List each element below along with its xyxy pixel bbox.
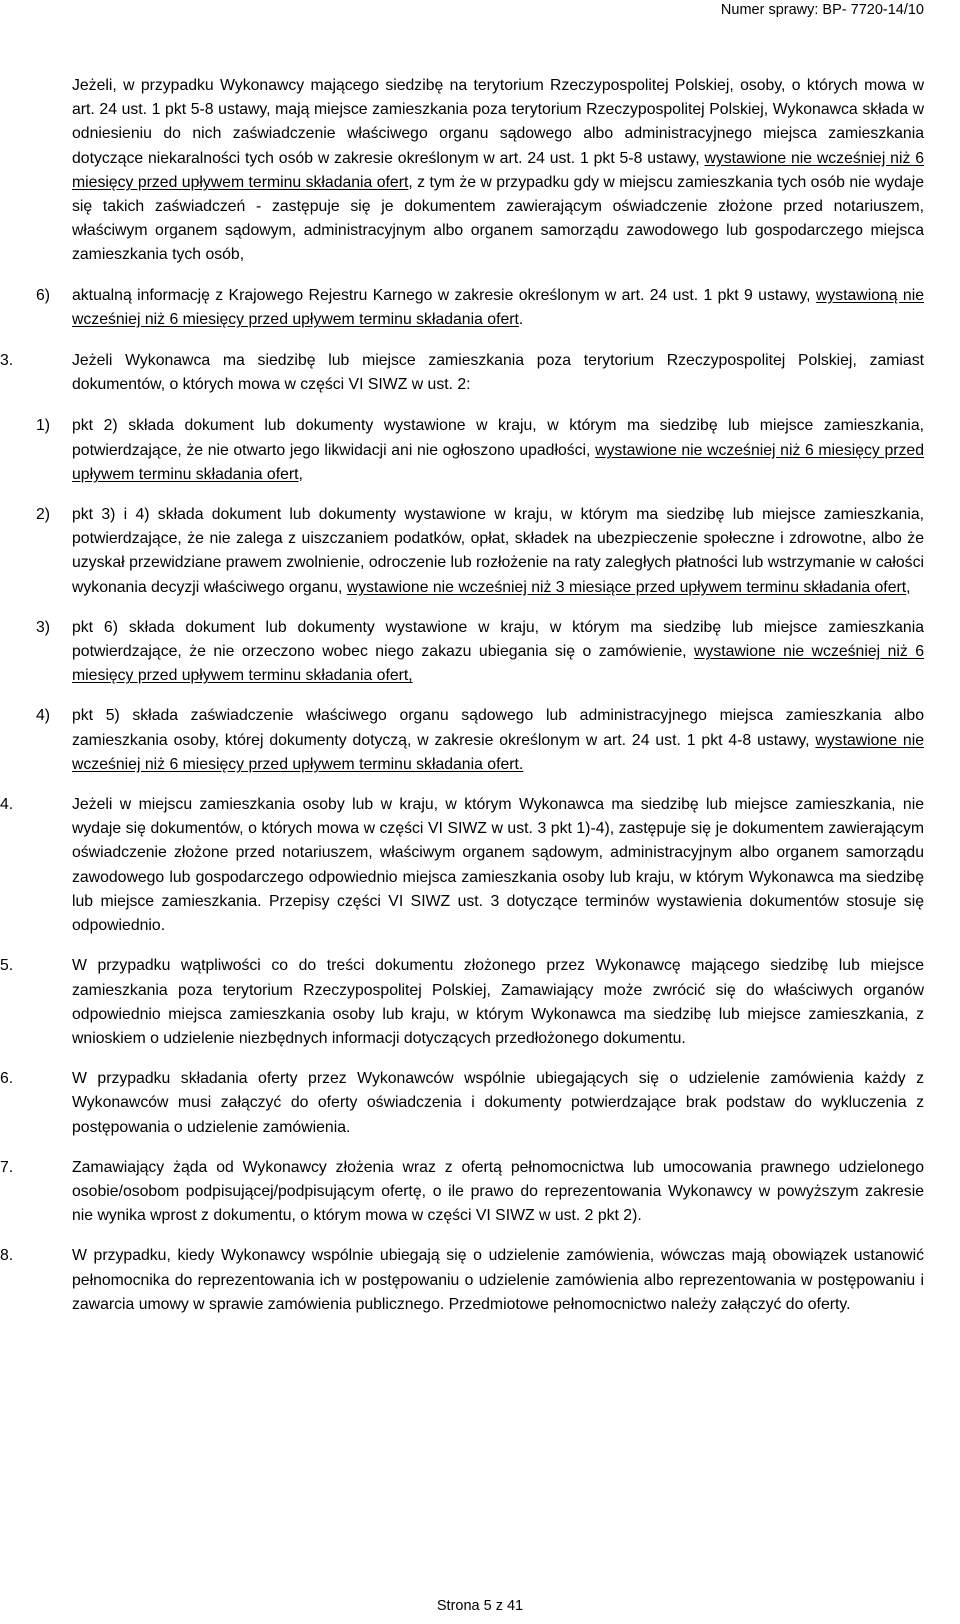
section-5-text: W przypadku wątpliwości co do treści dokumentu złożonego przez Wykonawcę mającego siedzibę lub miejsce zamieszkania poza terytorium Rzeczypospolitej Polskiej, Zamawiający może zwrócić się do właściwych organów odpowiednio miejsca zamieszkania osoby lub kraju, w którym Wykonawca ma siedzibę lub miejsce zamieszkania, z wnioskiem o udzielenie niezbędnych informacji dotyczących przedłożonego dokumentu. xyxy=(72,957,924,1047)
section-3 xyxy=(0,349,924,397)
section-3-item-1-number: 1) xyxy=(36,417,51,435)
item-6-underlined: wystawioną nie wcześniej niż 6 miesięcy przed upływem terminu składania ofert xyxy=(72,286,925,328)
section-3-text: Jeżeli Wykonawca ma siedzibę lub miejsce zamieszkania poza terytorium Rzeczypospolitej Polskiej, zamiast dokumentów, o których mowa w części VI SIWZ w ust. 2: xyxy=(72,352,924,394)
case-number-header: Numer sprawy: BP- 7720-14/10 xyxy=(720,2,924,18)
document-body xyxy=(0,74,925,1317)
section-6 xyxy=(0,1067,924,1140)
section-3-item-3-number: 3) xyxy=(36,618,51,636)
section-6-number: 6. xyxy=(0,1070,14,1088)
page-number-footer: Strona 5 z 41 xyxy=(436,1598,524,1614)
section-5-number: 5. xyxy=(0,957,14,975)
section-8-text: W przypadku, kiedy Wykonawcy wspólnie ubiegają się o udzielenie zamówienia, wówczas mają obowiązek ustanowić pełnomocnika do reprezentowania ich w postępowaniu o udzielenie zamówienia albo reprezentowania w postępowaniu i zawarcia umowy w sprawie zamówienia publicznego. Przedmiotowe pełnomocnictwo należy załączyć do oferty. xyxy=(72,1247,924,1313)
section-3-item-4-underlined: wystawione nie wcześniej niż 6 miesięcy przed upływem terminu składania ofert. xyxy=(72,731,924,773)
section-3-item-2-underlined: wystawione nie wcześniej niż 3 miesiące przed upływem terminu składania ofert xyxy=(346,578,907,596)
section-4 xyxy=(0,793,924,938)
item-6-text-end: . xyxy=(518,310,524,328)
section-7 xyxy=(0,1156,924,1229)
section-8-number: 8. xyxy=(0,1247,14,1265)
item-6 xyxy=(36,284,924,332)
section-3-item-3 xyxy=(36,616,924,689)
section-3-item-3-underlined: wystawione nie wcześniej niż 6 miesięcy przed upływem terminu składania ofert, xyxy=(72,643,925,685)
intro-paragraph xyxy=(72,74,924,268)
section-3-item-1-text-end: , xyxy=(298,465,303,483)
section-8 xyxy=(0,1244,924,1317)
section-4-number: 4. xyxy=(0,796,14,814)
section-3-item-4-number: 4) xyxy=(36,707,51,725)
section-3-number: 3. xyxy=(0,352,14,370)
section-3-item-1 xyxy=(36,414,924,487)
intro-underlined: wystawione nie wcześniej niż 6 miesięcy przed upływem terminu składania ofert xyxy=(72,149,924,191)
section-3-item-2-text: pkt 3) i 4) składa dokument lub dokumenty wystawione w kraju, w którym ma siedzibę lub miejsce zamieszkania, potwierdzające, że nie zalega z uiszczaniem podatków, opłat, składek na ubezpieczenie społeczne i zdrowotne, albo że uzyskał przewidziane prawem zwolnienie, odroczenie lub rozłożenie na raty zaległych płatności lub wstrzymanie w całości wykonania decyzji właściwego organu, xyxy=(72,506,924,596)
item-6-text: aktualną informację z Krajowego Rejestru Karnego w zakresie określonym w art. 24 ust. 1 pkt 9 ustawy, xyxy=(72,286,816,304)
section-3-item-4-text: pkt 5) składa zaświadczenie właściwego organu sądowego lub administracyjnego miejsca zamieszkania albo zamieszkania osoby, której dokumenty dotyczą, w zakresie określonym w art. 24 ust. 1 pkt 4-8 ustawy, xyxy=(72,707,924,749)
section-3-item-2-text-end: , xyxy=(906,578,911,596)
section-5 xyxy=(0,954,924,1051)
section-3-item-3-text: pkt 6) składa dokument lub dokumenty wystawione w kraju, w którym ma siedzibę lub miejsce zamieszkania potwierdzające, że nie orzeczono wobec niego zakazu ubiegania się o zamówienie, xyxy=(72,618,924,661)
section-3-item-4 xyxy=(36,704,924,777)
intro-text-end: , z tym że w przypadku gdy w miejscu zamieszkania tych osób nie wydaje się takich zaświadczeń - zastępuje się je dokumentem zawierającym oświadczenie złożone przed notariuszem, właściwym organem sądowym, administracyjnym albo organem samorządu zawodowego lub gospodarczego miejsca zamieszkania tych osób, xyxy=(72,173,925,264)
item-6-number: 6) xyxy=(36,286,51,304)
intro-text: Jeżeli, w przypadku Wykonawcy mającego siedzibę na terytorium Rzeczypospolitej Polskiej, osoby, o których mowa w art. 24 ust. 1 pkt 5-8 ustawy, mają miejsce zamieszkania poza terytorium Rzeczypospolitej Polskiej, Wykonawca składa w odniesieniu do nich zaświadczenie właściwego organu sądowego albo administracyjnego miejsca zamieszkania dotyczące niekaralności tych osób w zakresie określonym w art. 24 ust. 1 pkt 5-8 ustawy, xyxy=(72,77,924,167)
section-6-text: W przypadku składania oferty przez Wykonawców wspólnie ubiegających się o udzielenie zamówienia każdy z Wykonawców musi załączyć do oferty oświadczenia i dokumenty potwierdzające brak podstaw do wykluczenia z postępowania o udzielenie zamówienia. xyxy=(72,1070,924,1136)
section-4-text: Jeżeli w miejscu zamieszkania osoby lub w kraju, w którym Wykonawca ma siedzibę lub miejsce zamieszkania, nie wydaje się dokumentów, o których mowa w części VI SIWZ w ust. 3 pkt 1)-4), zastępuje się je dokumentem zawierającym oświadczenie złożone przed notariuszem, właściwym organem sądowym, administracyjnym albo organem samorządu zawodowego lub gospodarczego odpowiednio miejsca zamieszkania osoby lub kraju, w którym Wykonawca ma siedzibę lub miejsce zamieszkania. Przepisy części VI SIWZ ust. 3 dotyczące terminów wystawienia dokumentów stosuje się odpowiednio. xyxy=(72,796,924,935)
section-7-text: Zamawiający żąda od Wykonawcy złożenia wraz z ofertą pełnomocnictwa lub umocowania prawnego udzielonego osobie/osobom podpisującej/podpisującym ofertę, o ile prawo do reprezentowania Wykonawcy w powyższym zakresie nie wynika wprost z dokumentu, o którym mowa w części VI SIWZ w ust. 2 pkt 2). xyxy=(72,1158,924,1225)
section-7-number: 7. xyxy=(0,1158,14,1176)
section-3-item-1-underlined: wystawione nie wcześniej niż 6 miesięcy przed upływem terminu składania ofert xyxy=(72,441,924,483)
section-3-item-2 xyxy=(36,503,924,600)
section-3-item-1-text: pkt 2) składa dokument lub dokumenty wystawione w kraju, w którym ma siedzibę lub miejsce zamieszkania, potwierdzające, że nie otwarto jego likwidacji ani nie ogłoszono upadłości, xyxy=(72,417,924,459)
section-3-item-2-number: 2) xyxy=(36,506,51,524)
